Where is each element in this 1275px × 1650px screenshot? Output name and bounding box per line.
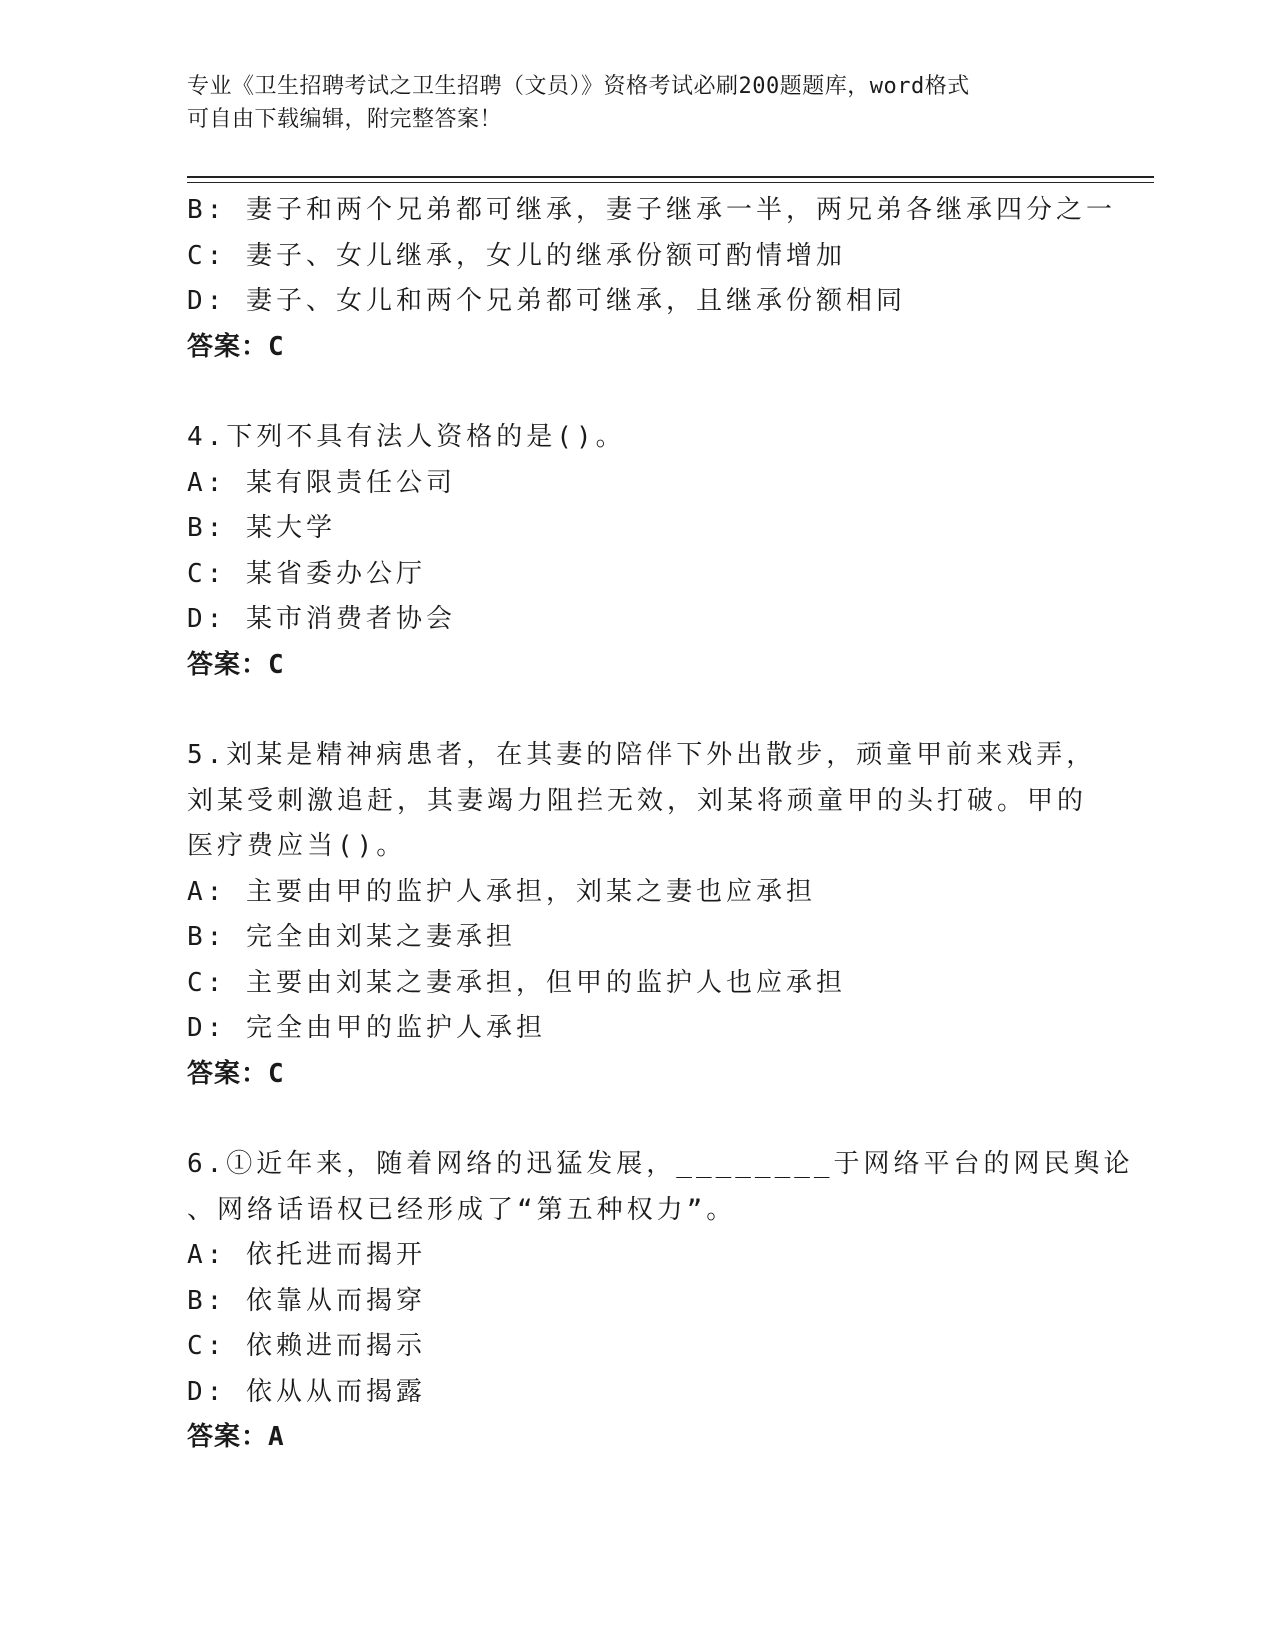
header-title-line-1: 专业《卫生招聘考试之卫生招聘（文员）》资格考试必刷200题题库，word格式: [187, 74, 970, 99]
question-stem-line: 医疗费应当()。: [187, 831, 407, 861]
question-stem-line: 5.刘某是精神病患者，在其妻的陪伴下外出散步，顽童甲前来戏弄，: [187, 740, 1097, 770]
option-b: B: 某大学: [187, 513, 336, 543]
option-c: C: 主要由刘某之妻承担，但甲的监护人也应承担: [187, 967, 846, 998]
option-c: C: 某省委办公厅: [187, 558, 426, 589]
answer: 答案：C: [187, 649, 285, 680]
option-c: C: 妻子、女儿继承，女儿的继承份额可酌情增加: [187, 240, 846, 271]
option-b: B: 依靠从而揭穿: [187, 1285, 426, 1316]
option-d: D: 完全由甲的监护人承担: [187, 1013, 546, 1043]
header-divider-thin: [187, 182, 1154, 183]
option-b: B: 完全由刘某之妻承担: [187, 922, 516, 952]
question-list: [187, 188, 1134, 1461]
question-6: [187, 1142, 1134, 1461]
answer: 答案：C: [187, 331, 285, 362]
question-3-continued: [187, 188, 1116, 370]
question-4: [187, 415, 1107, 688]
option-a: A: 某有限责任公司: [187, 467, 456, 498]
question-stem-line: 6.①近年来，随着网络的迅猛发展，________于网络平台的网民舆论: [187, 1149, 1134, 1179]
option-c: C: 依赖进而揭示: [187, 1331, 426, 1361]
answer: 答案：A: [187, 1422, 285, 1452]
question-5: [187, 733, 1107, 1097]
header-divider: [187, 176, 1154, 178]
option-b: B: 妻子和两个兄弟都可继承，妻子继承一半，两兄弟各继承四分之一: [187, 195, 1116, 225]
option-a: A: 依托进而揭开: [187, 1240, 426, 1270]
question-stem: 4.下列不具有法人资格的是()。: [187, 422, 626, 452]
option-d: D: 某市消费者协会: [187, 604, 456, 634]
page-header: [187, 70, 1067, 136]
answer: 答案：C: [187, 1058, 285, 1089]
question-stem-line: 、网络话语权已经形成了“第五种权力”。: [187, 1194, 737, 1225]
option-a: A: 主要由甲的监护人承担，刘某之妻也应承担: [187, 876, 816, 907]
option-d: D: 依从从而揭露: [187, 1376, 426, 1407]
question-stem-line: 刘某受刺激追赶，其妻竭力阻拦无效，刘某将顽童甲的头打破。甲的: [187, 785, 1088, 816]
header-title-line-2: 可自由下载编辑，附完整答案！: [187, 107, 503, 132]
option-d: D: 妻子、女儿和两个兄弟都可继承，且继承份额相同: [187, 286, 906, 316]
